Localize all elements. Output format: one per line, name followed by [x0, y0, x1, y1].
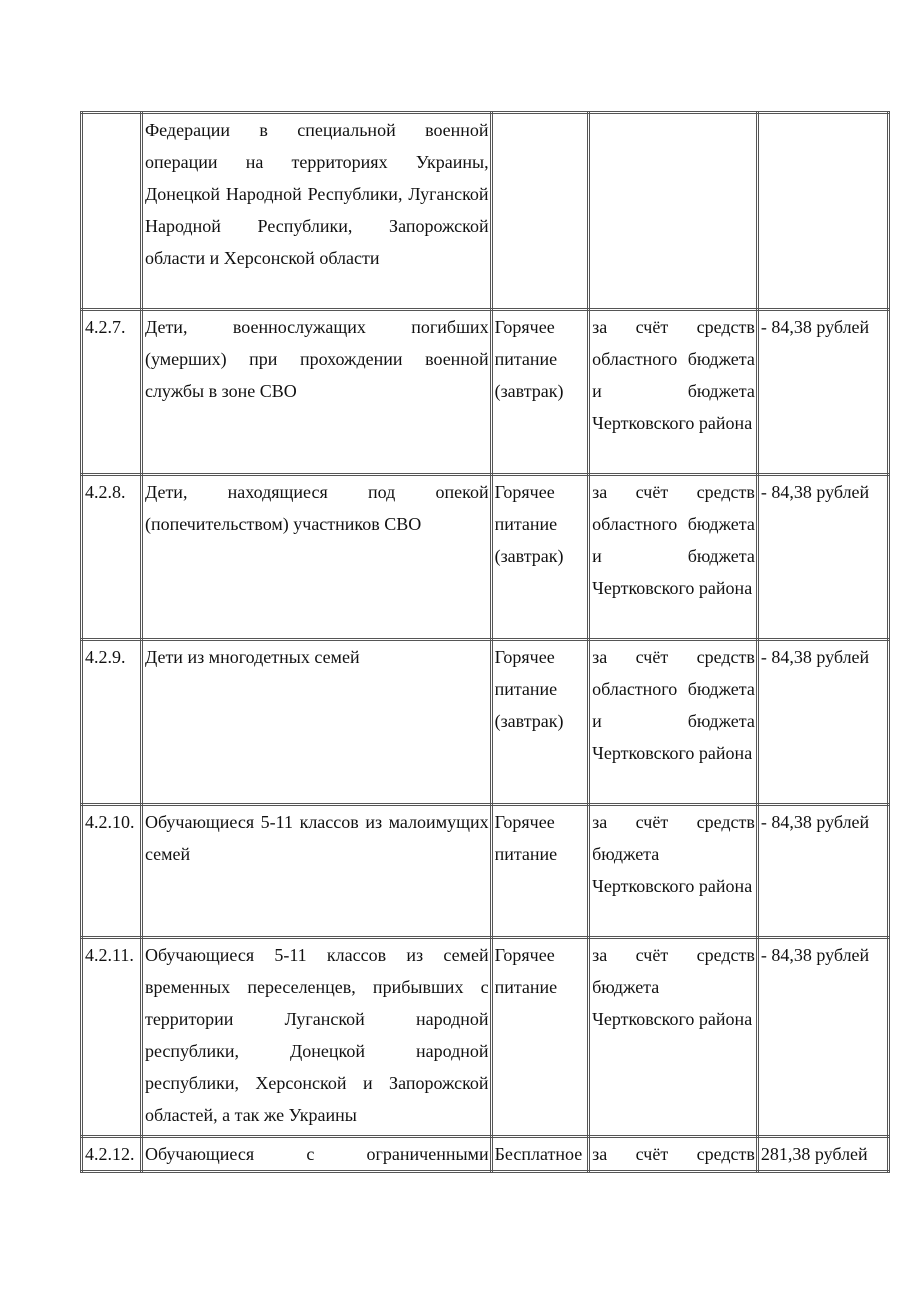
- table-row: [82, 475, 889, 640]
- row-number-cell: 4.2.11.: [82, 938, 142, 1137]
- row-number-cell: 4.2.12.: [82, 1137, 142, 1172]
- category-cell: Федерации в специальной военной операции на территориях Украины, Донецкой Народной Республики, Луганской Народной Республики, Запорожской области и Херсонской области: [141, 113, 491, 310]
- category-cell: Обучающиеся с ограниченными: [141, 1137, 491, 1172]
- meal-type-cell: Горячее питание: [491, 805, 589, 938]
- amount-cell: [757, 113, 888, 310]
- category-cell: Дети, находящиеся под опекой (попечительством) участников СВО: [141, 475, 491, 640]
- amount-cell: - 84,38 рублей: [757, 640, 888, 805]
- funding-source-cell: за счёт средств бюджета Чертковского района: [589, 938, 758, 1137]
- funding-source-cell: [589, 113, 758, 310]
- amount-cell: - 84,38 рублей: [757, 310, 888, 475]
- benefits-table: [80, 111, 890, 1173]
- category-cell: Обучающиеся 5-11 классов из малоимущих семей: [141, 805, 491, 938]
- table-row: [82, 805, 889, 938]
- funding-source-cell: за счёт средств областного бюджета и бюджета Чертковского района: [589, 475, 758, 640]
- funding-source-cell: за счёт средств: [589, 1137, 758, 1172]
- row-number-cell: 4.2.8.: [82, 475, 142, 640]
- meal-type-cell: Горячее питание: [491, 938, 589, 1137]
- amount-cell: - 84,38 рублей: [757, 938, 888, 1137]
- table-row: [82, 310, 889, 475]
- row-number-cell: 4.2.7.: [82, 310, 142, 475]
- table-row: [82, 1137, 889, 1172]
- meal-type-cell: Горячее питание (завтрак): [491, 310, 589, 475]
- amount-cell: - 84,38 рублей: [757, 805, 888, 938]
- funding-source-cell: за счёт средств бюджета Чертковского района: [589, 805, 758, 938]
- category-cell: Дети, военнослужащих погибших (умерших) при прохождении военной службы в зоне СВО: [141, 310, 491, 475]
- row-number-cell: 4.2.10.: [82, 805, 142, 938]
- category-cell: Обучающиеся 5-11 классов из семей временных переселенцев, прибывших с территории Луганской народной республики, Донецкой народной республики, Херсонской и Запорожской областей, а так же Украины: [141, 938, 491, 1137]
- amount-cell: - 84,38 рублей: [757, 475, 888, 640]
- meal-type-cell: [491, 113, 589, 310]
- funding-source-cell: за счёт средств областного бюджета и бюджета Чертковского района: [589, 310, 758, 475]
- table-row: [82, 113, 889, 310]
- meal-type-cell: Горячее питание (завтрак): [491, 640, 589, 805]
- table-row: [82, 938, 889, 1137]
- row-number-cell: [82, 113, 142, 310]
- meal-type-cell: Горячее питание (завтрак): [491, 475, 589, 640]
- amount-cell: 281,38 рублей: [757, 1137, 888, 1172]
- row-number-cell: 4.2.9.: [82, 640, 142, 805]
- meal-type-cell: Бесплатное: [491, 1137, 589, 1172]
- table-row: [82, 640, 889, 805]
- funding-source-cell: за счёт средств областного бюджета и бюджета Чертковского района: [589, 640, 758, 805]
- category-cell: Дети из многодетных семей: [141, 640, 491, 805]
